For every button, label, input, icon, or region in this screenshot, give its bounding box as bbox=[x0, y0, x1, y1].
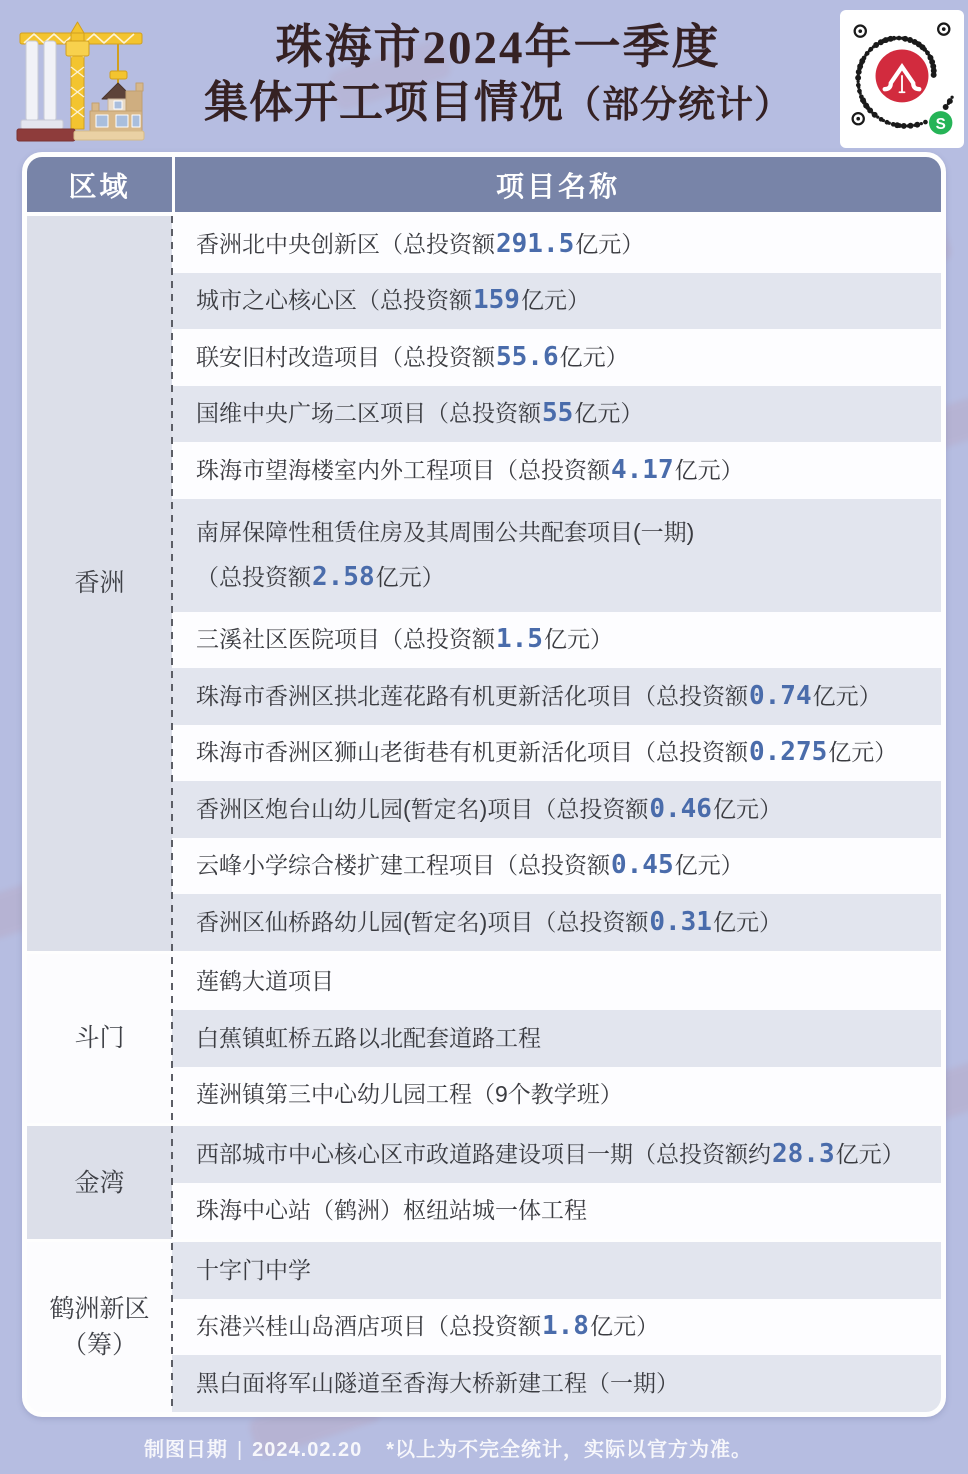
table-row bbox=[172, 668, 941, 725]
footer-date: 2024.02.20 bbox=[252, 1438, 363, 1461]
project-name bbox=[196, 1304, 659, 1349]
project-name bbox=[196, 510, 694, 600]
investment-amount: 159 bbox=[473, 285, 520, 316]
project-name bbox=[196, 674, 882, 719]
column-header-project: 项目名称 bbox=[495, 170, 620, 202]
qr-code-graphic bbox=[846, 16, 958, 142]
investment-amount: 1.8 bbox=[542, 1311, 589, 1342]
table-row bbox=[172, 329, 941, 386]
table-row bbox=[172, 612, 941, 669]
region-group bbox=[27, 216, 941, 951]
investment-amount: 0.45 bbox=[611, 850, 674, 881]
investment-amount: 0.275 bbox=[749, 737, 828, 768]
project-text: 亿元） bbox=[712, 908, 782, 935]
table-body bbox=[27, 216, 941, 1412]
table-row bbox=[172, 838, 941, 895]
table-row bbox=[172, 499, 941, 612]
crane-icon bbox=[12, 17, 158, 145]
project-text: 南屏保障性租赁住房及其周围公共配套项目(一期) bbox=[196, 519, 695, 545]
house-logo-icon bbox=[876, 49, 929, 102]
project-name bbox=[196, 335, 629, 380]
title-line-2 bbox=[158, 76, 838, 133]
project-text: 亿元） bbox=[674, 456, 744, 483]
title-line-1: 珠海市2024年一季度 bbox=[275, 22, 721, 74]
title-line-2-main: 集体开工项目情况 bbox=[204, 78, 564, 127]
page-footer bbox=[0, 1433, 968, 1462]
project-name bbox=[196, 617, 613, 662]
investment-amount: 0.74 bbox=[749, 680, 812, 711]
table-row bbox=[172, 1183, 941, 1240]
table-row bbox=[172, 1299, 941, 1356]
project-name bbox=[196, 843, 744, 888]
project-text: 香洲区炮台山幼儿园(暂定名)项目（总投资额 bbox=[196, 795, 649, 822]
projects-table bbox=[22, 152, 946, 1417]
footer-date-label: 制图日期 bbox=[143, 1438, 228, 1461]
project-name bbox=[196, 1132, 905, 1177]
project-text: 珠海市香洲区狮山老街巷有机更新活化项目（总投资额 bbox=[196, 739, 748, 766]
region-cell bbox=[27, 954, 172, 1124]
project-text: 亿元） bbox=[543, 626, 613, 653]
project-text: 云峰小学综合楼扩建工程项目（总投资额 bbox=[196, 852, 610, 879]
project-text: 东港兴桂山岛酒店项目（总投资额 bbox=[196, 1313, 541, 1340]
page-header bbox=[0, 0, 968, 152]
project-text: 莲洲镇第三中心幼儿园工程（9个教学班） bbox=[196, 1081, 623, 1108]
project-text: 亿元） bbox=[575, 230, 645, 257]
table-row bbox=[172, 216, 941, 273]
project-text: 珠海市香洲区拱北莲花路有机更新活化项目（总投资额 bbox=[196, 682, 748, 709]
badge-icon bbox=[929, 111, 952, 134]
project-text: （总投资额 bbox=[196, 564, 311, 590]
footer-separator: | bbox=[236, 1438, 244, 1461]
table-row bbox=[172, 386, 941, 443]
project-text: 香洲区仙桥路幼儿园(暂定名)项目（总投资额 bbox=[196, 908, 649, 935]
project-text: 亿元） bbox=[520, 287, 590, 314]
table-row bbox=[172, 1126, 941, 1183]
project-text: 亿元） bbox=[712, 795, 782, 822]
table-header bbox=[27, 157, 941, 216]
svg-text:S: S bbox=[935, 115, 946, 133]
table-row bbox=[172, 894, 941, 951]
project-name bbox=[196, 1248, 311, 1293]
project-text: 亿元） bbox=[589, 1313, 659, 1340]
project-name bbox=[196, 391, 643, 436]
region-group bbox=[27, 1239, 941, 1412]
region-label: 鹤洲新区 （筹） bbox=[49, 1294, 150, 1359]
project-text: 黑白面将军山隧道至香海大桥新建工程（一期） bbox=[196, 1369, 679, 1396]
project-text: 珠海中心站（鹤洲）枢纽站城一体工程 bbox=[196, 1197, 587, 1224]
investment-amount: 291.5 bbox=[496, 228, 575, 259]
investment-amount: 2.58 bbox=[312, 562, 375, 592]
table-row bbox=[172, 1067, 941, 1124]
project-text: 西部城市中心核心区市政道路建设项目一期（总投资额约 bbox=[196, 1140, 771, 1167]
project-text: 亿元） bbox=[375, 564, 445, 590]
region-label: 香洲 bbox=[74, 569, 125, 598]
project-name bbox=[196, 730, 897, 775]
project-text: 国维中央广场二区项目（总投资额 bbox=[196, 400, 541, 427]
project-text: 亿元） bbox=[559, 343, 629, 370]
investment-amount: 0.46 bbox=[649, 793, 712, 824]
project-text: 十字门中学 bbox=[196, 1256, 311, 1283]
project-text: 香洲北中央创新区（总投资额 bbox=[196, 230, 495, 257]
project-text: 亿元） bbox=[835, 1140, 905, 1167]
project-text: 亿元） bbox=[812, 682, 882, 709]
region-cell bbox=[27, 1242, 172, 1412]
column-divider-dashed-line bbox=[171, 216, 173, 1412]
project-name bbox=[196, 1072, 623, 1117]
project-text: 亿元） bbox=[828, 739, 898, 766]
title-line-2-paren: （部分统计） bbox=[564, 85, 792, 126]
table-row bbox=[172, 1242, 941, 1299]
table-row bbox=[172, 1355, 941, 1412]
miniprogram-qr-code bbox=[840, 10, 964, 148]
project-name bbox=[196, 787, 782, 832]
region-cell bbox=[27, 216, 172, 951]
investment-amount: 55 bbox=[542, 398, 574, 429]
project-text: 珠海市望海楼室内外工程项目（总投资额 bbox=[196, 456, 610, 483]
table-row bbox=[172, 954, 941, 1011]
region-group bbox=[27, 951, 941, 1124]
project-text: 城市之心核心区（总投资额 bbox=[196, 287, 472, 314]
table-row bbox=[172, 442, 941, 499]
project-name bbox=[196, 222, 644, 267]
project-text: 亿元） bbox=[574, 400, 644, 427]
footer-note: *以上为不完全统计，实际以官方为准。 bbox=[386, 1438, 753, 1461]
investment-amount: 0.31 bbox=[649, 906, 712, 937]
investment-amount: 1.5 bbox=[496, 624, 543, 655]
column-header-region: 区域 bbox=[27, 157, 175, 212]
investment-amount: 4.17 bbox=[611, 454, 674, 485]
table-row bbox=[172, 1010, 941, 1067]
project-name bbox=[196, 448, 744, 493]
region-cell bbox=[27, 1126, 172, 1239]
investment-amount: 28.3 bbox=[772, 1138, 835, 1169]
table-row bbox=[172, 725, 941, 782]
project-text: 莲鹤大道项目 bbox=[196, 968, 334, 995]
project-name bbox=[196, 1361, 679, 1406]
page-title bbox=[158, 21, 838, 133]
project-name bbox=[196, 959, 334, 1004]
table-row bbox=[172, 273, 941, 330]
region-label: 金湾 bbox=[74, 1168, 125, 1197]
project-name bbox=[196, 1188, 587, 1233]
project-text: 白蕉镇虹桥五路以北配套道路工程 bbox=[196, 1024, 541, 1051]
investment-amount: 55.6 bbox=[496, 341, 559, 372]
table-row bbox=[172, 781, 941, 838]
project-text: 亿元） bbox=[674, 852, 744, 879]
project-text: 联安旧村改造项目（总投资额 bbox=[196, 343, 495, 370]
region-label: 斗门 bbox=[74, 1024, 125, 1053]
region-group bbox=[27, 1123, 941, 1239]
project-name bbox=[196, 278, 590, 323]
project-name bbox=[196, 1016, 541, 1061]
project-name bbox=[196, 900, 782, 945]
project-text: 三溪社区医院项目（总投资额 bbox=[196, 626, 495, 653]
